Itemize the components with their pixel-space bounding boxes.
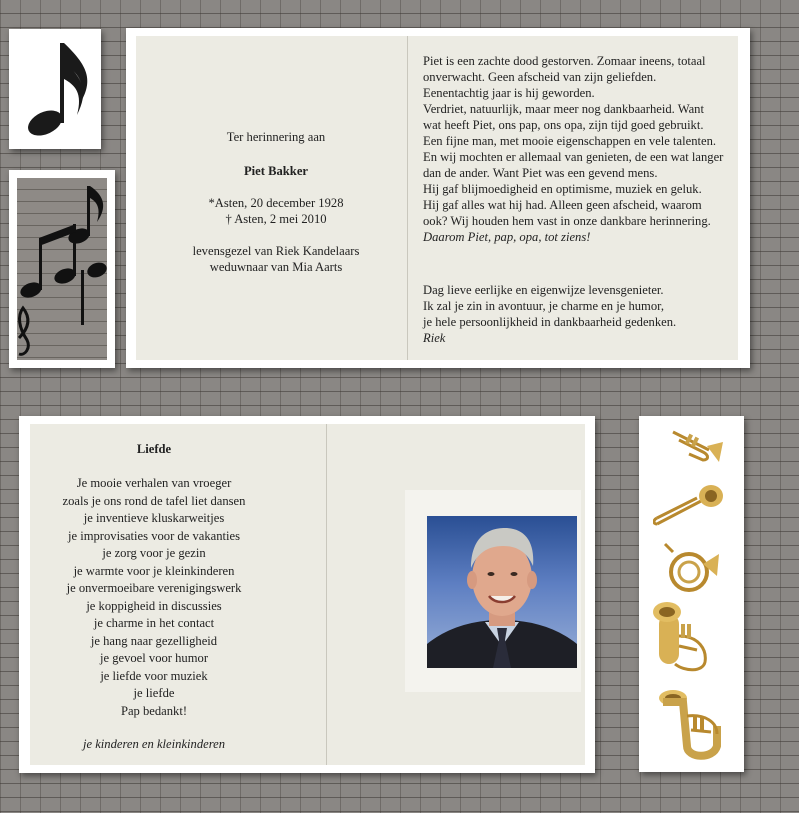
poem-line: je liefde [133,686,175,700]
poem-signature: je kinderen en kleinkinderen [82,737,226,751]
birth-line: *Asten, 20 december 1928 [208,196,344,210]
obituary-line: En wij mochten er allemaal van genieten, de een wat langer [423,150,724,164]
poem-line: zoals je ons rond de tafel liet dansen [62,493,246,508]
deceased-name: Piet Bakker [243,164,308,178]
obituary-line: onverwacht. Geen afscheid van zijn geliefden. [423,70,657,84]
music-notes-tile [9,170,115,368]
trumpet-icon [669,422,725,468]
card-fold-line [326,424,327,765]
poem-line: je improvisaties voor de vakanties [67,528,241,543]
music-notes-icon [17,178,107,360]
spouse-line-2: weduwnaar van Mia Aarts [209,260,343,274]
poem-line: je hang naar gezelligheid [90,633,218,648]
card-fold-line [407,36,408,360]
french-horn-icon [663,542,723,594]
obituary-line: ook? Wij houden hem vast in onze dankbare herinnering. [423,214,711,228]
poem-line: je charme in het contact [93,616,215,630]
obituary-line: wat heeft Piet, ons pap, ons opa, zijn tijd goed gebruikt. [423,118,704,132]
music-note-tile [9,29,101,149]
spouse-line-1: levensgezel van Riek Kandelaars [192,244,360,258]
obituary-closing: Daarom Piet, pap, opa, tot ziens! [423,230,591,244]
tuba-icon [653,686,729,766]
memorial-card-top [126,28,750,368]
memorial-card-bottom-paper [30,424,585,765]
farewell-line: Ik zal je zin in avontuur, je charme en je humor, [423,299,664,313]
portrait-mat [405,490,581,692]
memorial-card-top-paper [136,36,738,360]
obituary-line: Piet is een zachte dood gestorven. Zomaar ineens, totaal [423,54,706,68]
farewell-line: je hele persoonlijkheid in dankbaarheid gedenken. [423,315,677,329]
music-note-icon [17,35,97,145]
poem-title: Liefde [136,442,172,456]
poem-line: je koppigheid in discussies [86,598,222,613]
death-line: † Asten, 2 mei 2010 [225,212,327,226]
obituary-line: dan de ander. Want Piet was een gevend mens. [423,166,658,180]
obituary-line: Verdriet, natuurlijk, maar meer nog dankbaarheid. Want [423,102,704,116]
poem-line: je warmte voor je kleinkinderen [73,563,235,578]
trombone-icon [653,482,725,528]
poem-line: je inventieve kluskarweitjes [83,511,225,525]
farewell-line: Dag lieve eerlijke en eigenwijze levensgenieter. [423,283,664,297]
poem-line: Je mooie verhalen van vroeger [76,476,232,490]
poem-line: je zorg voor je gezin [102,546,206,560]
intro-text: Ter herinnering aan [226,130,326,144]
poem-line: Pap bedankt! [120,703,188,718]
baritone-horn-icon [645,600,715,676]
brass-instruments-tile [639,416,744,772]
portrait-photo [427,516,577,668]
poem-line: je gevoel voor humor [99,651,209,665]
obituary-line: Hij gaf blijmoedigheid en optimisme, muziek en geluk. [423,182,702,196]
obituary-line: Eenentachtig jaar is hij geworden. [423,86,595,100]
music-notes-inner [17,178,107,360]
farewell-signature: Riek [423,331,446,345]
obituary-line: Een fijne man, met mooie eigenschappen en vele talenten. [423,134,717,148]
poem-line: je liefde voor muziek [100,668,208,683]
poem-line: je onvermoeibare verenigingswerk [66,581,242,595]
memorial-card-bottom [19,416,595,773]
obituary-line: Hij gaf alles wat hij had. Alleen geen afscheid, waarom [423,198,702,212]
